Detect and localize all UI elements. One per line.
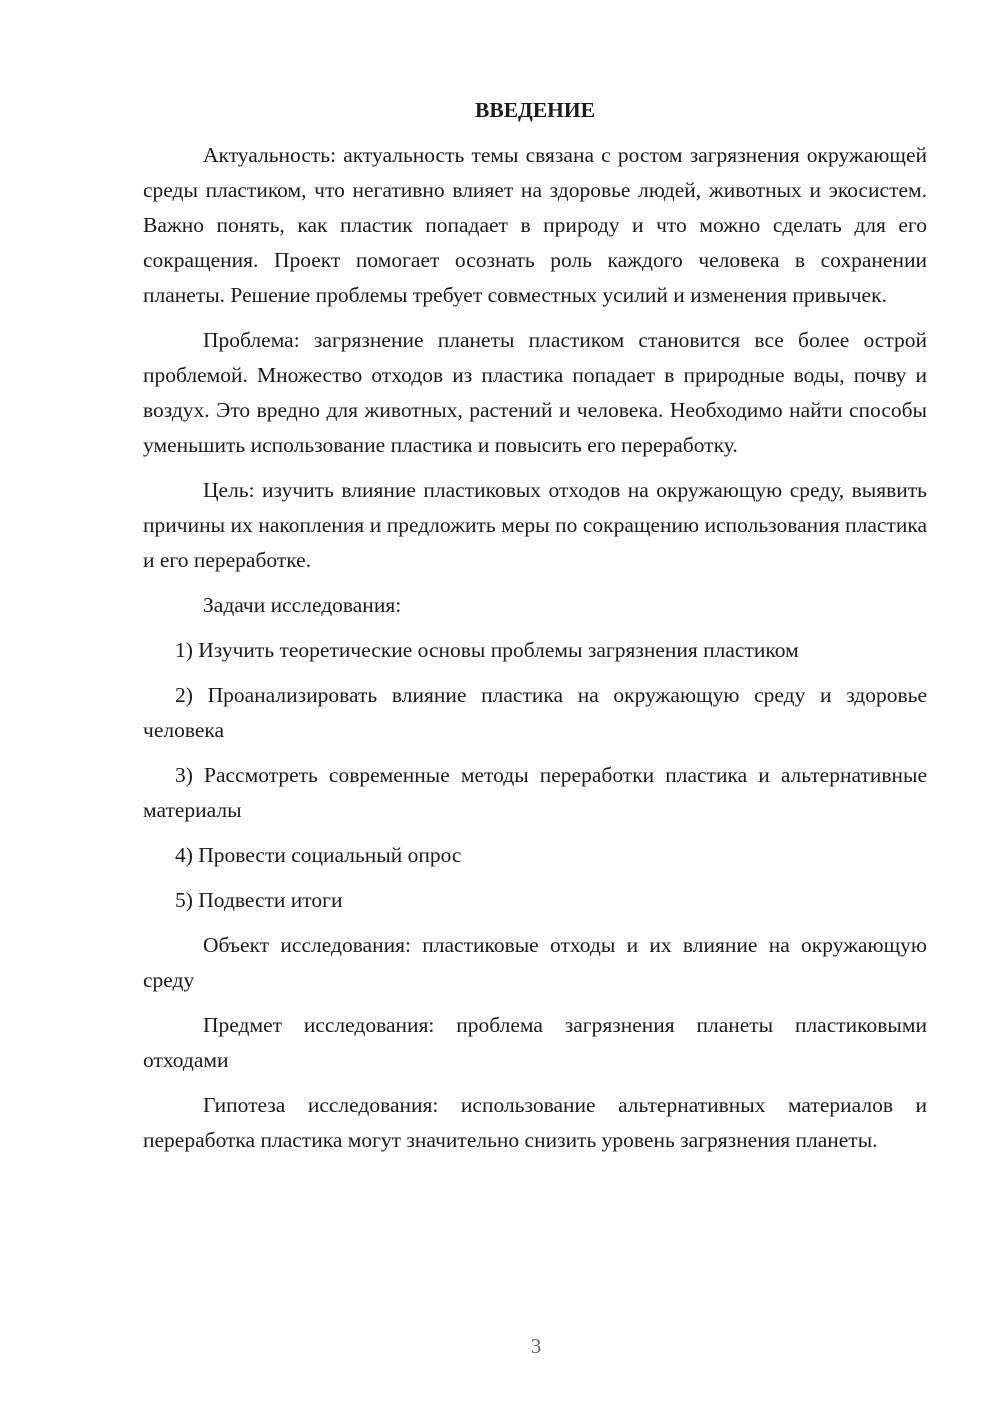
page-content [143,93,927,1168]
task-item-4: 4) Провести социальный опрос [175,843,462,867]
hypothesis-paragraph: Гипотеза исследования: использование альтернативных материалов и переработка пластика могут значительно снизить уровень загрязнения планеты. [143,1093,927,1152]
goal-paragraph: Цель: изучить влияние пластиковых отходов на окружающую среду, выявить причины их накопления и предложить меры по сокращению использования пластика и его переработке. [143,478,927,572]
relevance-paragraph: Актуальность: актуальность темы связана с ростом загрязнения окружающей среды пластиком, что негативно влияет на здоровье людей, животных и экосистем. Важно понять, как пластик попадает в природу и что можно сделать для его сокращения. Проект помогает осознать роль каждого человека в сохранении планеты. Решение проблемы требует совместных усилий и изменения привычек. [143,143,927,307]
page-number: 3 [530,1334,542,1358]
task-item-3: 3) Рассмотреть современные методы переработки пластика и альтернативные материалы [143,763,927,822]
problem-paragraph: Проблема: загрязнение планеты пластиком становится все более острой проблемой. Множество отходов из пластика попадает в природные воды, почву и воздух. Это вредно для животных, растений и человека. Необходимо найти способы уменьшить использование пластика и повысить его переработку. [143,328,927,457]
object-paragraph: Объект исследования: пластиковые отходы и их влияние на окружающую среду [143,933,927,992]
section-title: ВВЕДЕНИЕ [475,98,595,122]
task-item-1: 1) Изучить теоретические основы проблемы загрязнения пластиком [175,638,799,662]
task-item-2: 2) Проанализировать влияние пластика на окружающую среду и здоровье человека [143,683,927,742]
tasks-heading: Задачи исследования: [203,593,402,617]
subject-paragraph: Предмет исследования: проблема загрязнения планеты пластиковыми отходами [143,1013,927,1072]
task-item-5: 5) Подвести итоги [175,888,343,912]
